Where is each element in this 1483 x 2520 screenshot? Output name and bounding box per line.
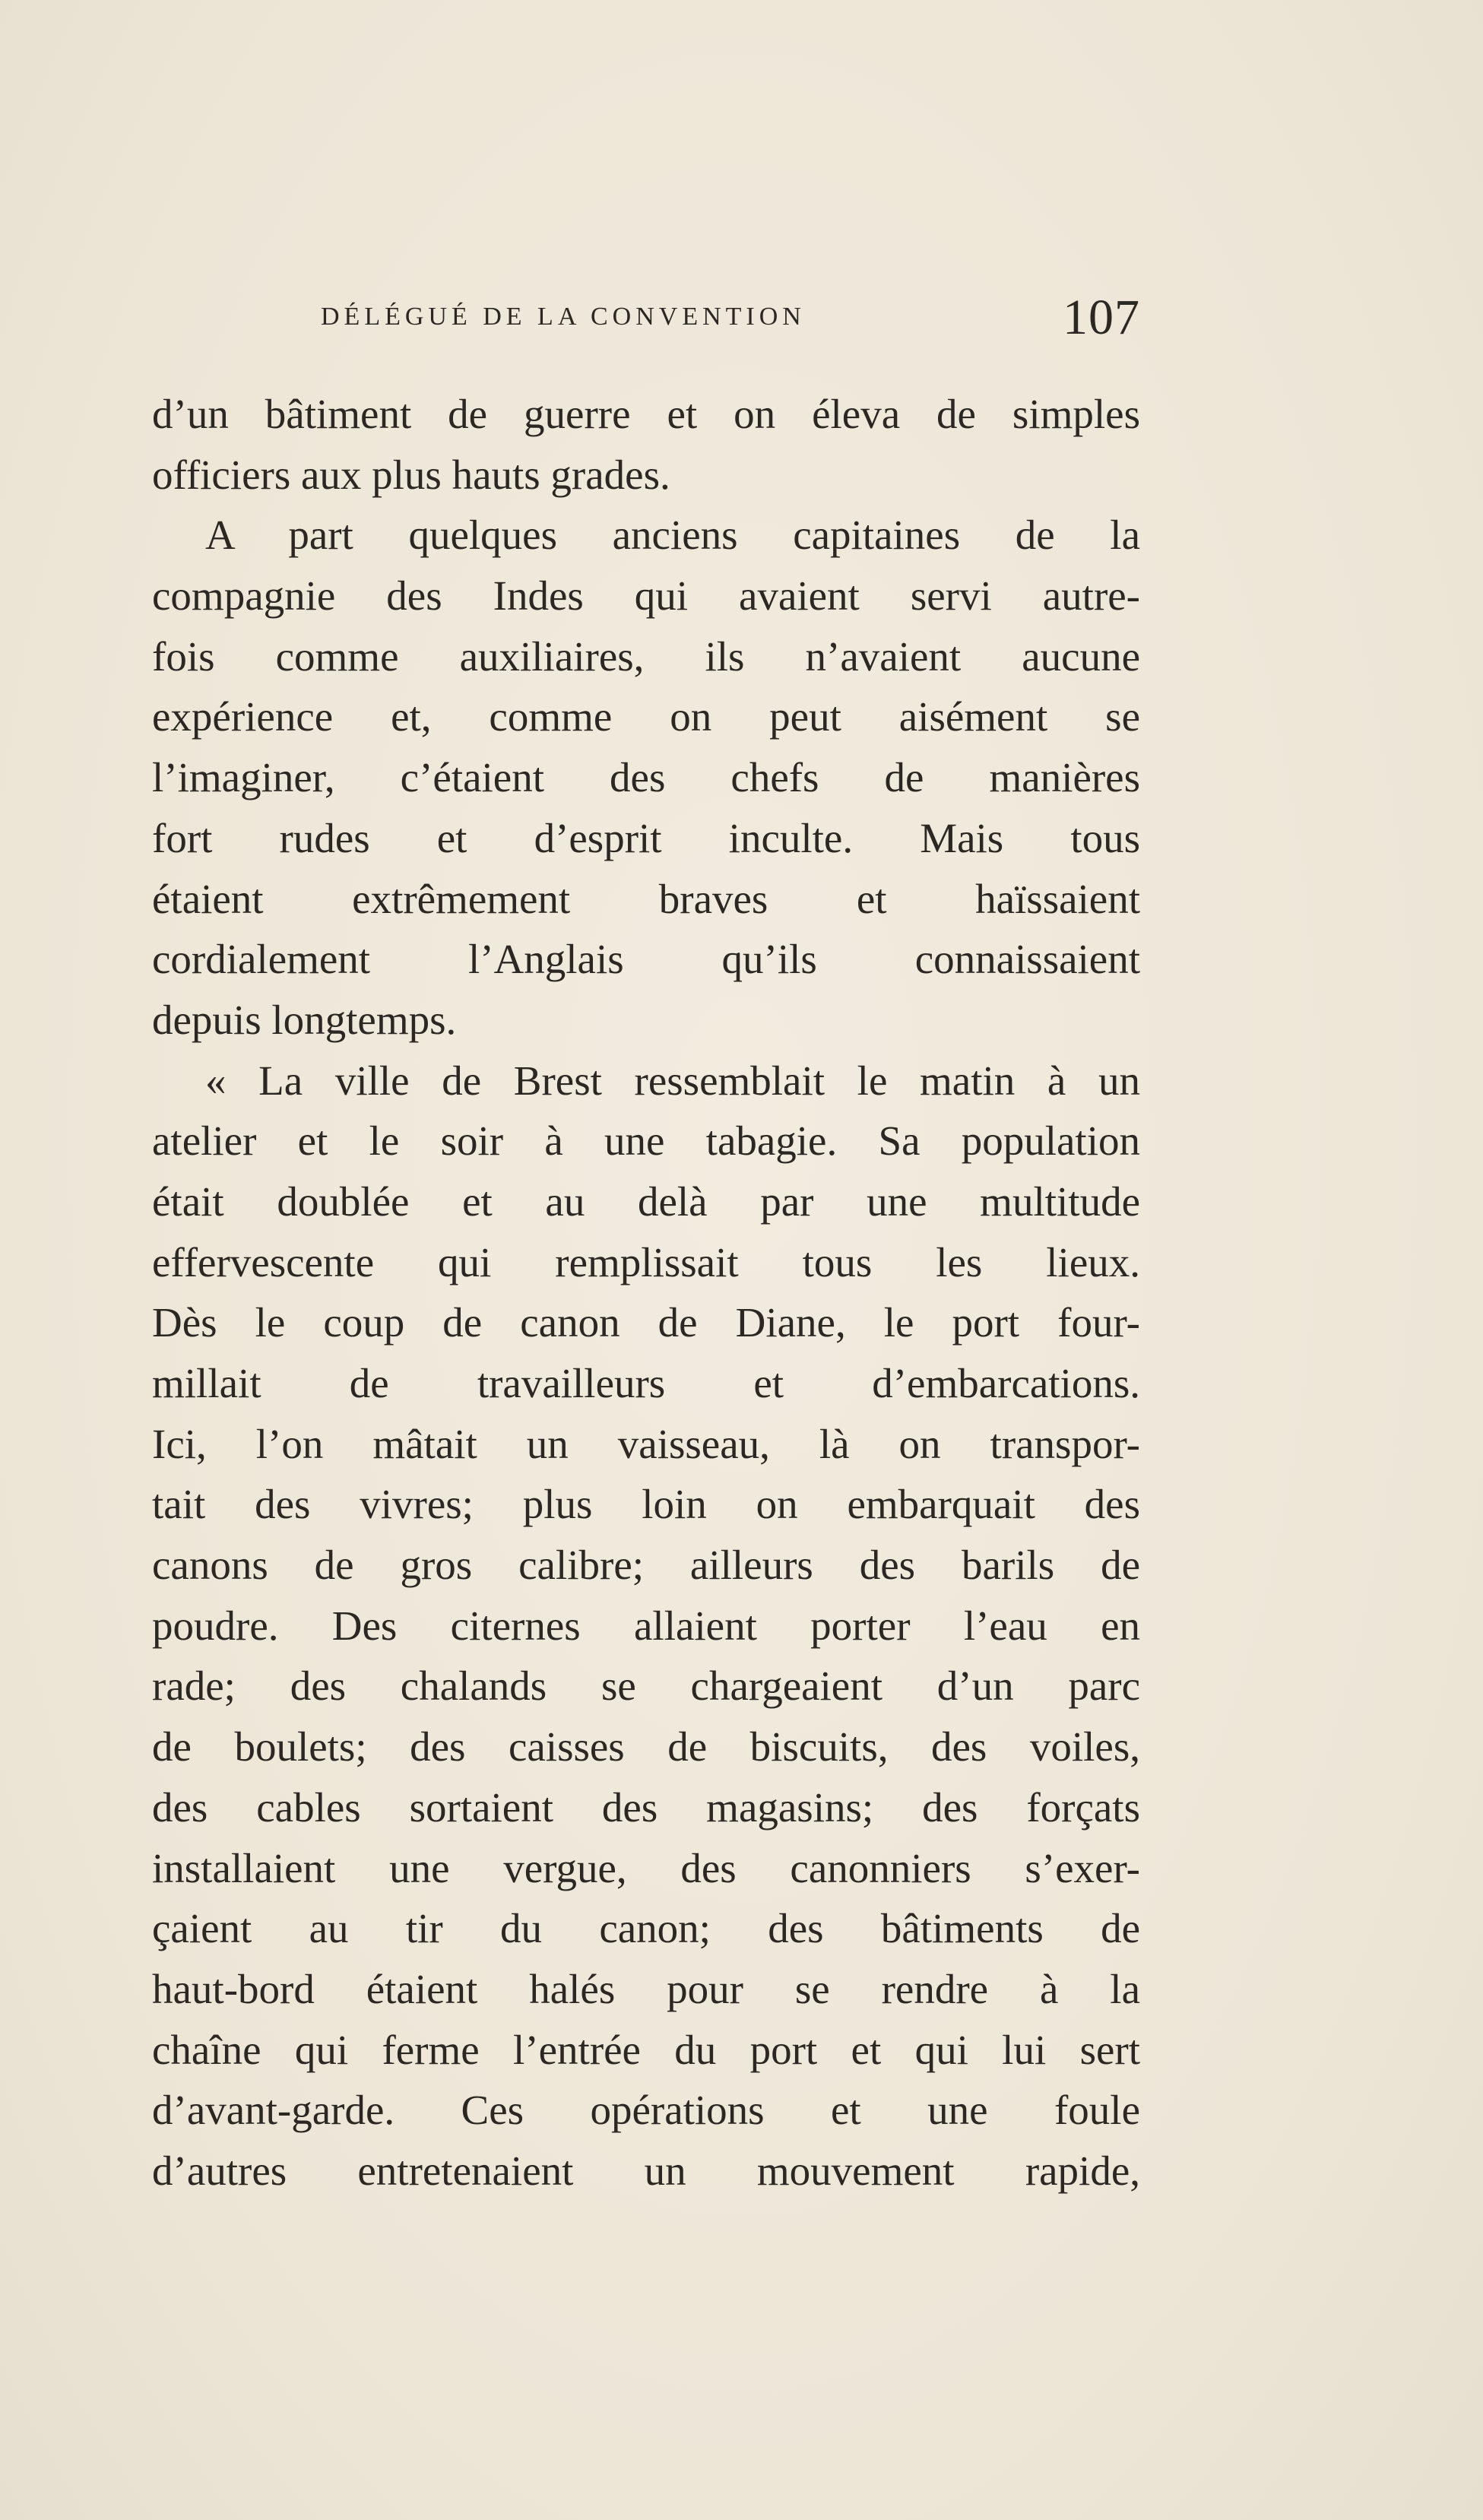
page-header <box>152 289 1140 350</box>
text-line: Ici, l’on mâtait un vaisseau, là on transpor- <box>152 1420 1140 1467</box>
text-line: d’autres entretenaient un mouvement rapide, <box>152 2147 1140 2194</box>
text-line: compagnie des Indes qui avaient servi autre- <box>152 572 1140 620</box>
text-line: depuis longtemps. <box>152 996 457 1043</box>
text-line: expérience et, comme on peut aisément se <box>152 693 1140 740</box>
text-line: installaient une vergue, des canonniers s’exer- <box>152 1844 1140 1891</box>
text-line: officiers aux plus hauts grades. <box>152 451 670 498</box>
text-line: fois comme auxiliaires, ils n’avaient aucune <box>152 632 1140 680</box>
text-line: atelier et le soir à une tabagie. Sa population <box>152 1117 1140 1165</box>
text-line: tait des vivres; plus loin on embarquait des <box>152 1481 1140 1528</box>
text-line: çaient au tir du canon; des bâtiments de <box>152 1905 1140 1952</box>
text-line: d’un bâtiment de guerre et on éleva de simples <box>152 391 1140 437</box>
text-line: Dès le coup de canon de Diane, le port four- <box>152 1299 1140 1346</box>
text-line: canons de gros calibre; ailleurs des barils de <box>152 1542 1140 1589</box>
text-line: était doublée et au delà par une multitude <box>152 1178 1140 1225</box>
page-number: 107 <box>1063 290 1140 345</box>
text-line: étaient extrêmement braves et haïssaient <box>152 875 1140 922</box>
text-line: de boulets; des caisses de biscuits, des voiles, <box>152 1723 1140 1770</box>
text-line: haut-bord étaient halés pour se rendre à la <box>152 1965 1140 2012</box>
body-text <box>152 384 1140 2201</box>
text-line: rade; des chalands se chargeaient d’un parc <box>152 1663 1140 1710</box>
text-line: chaîne qui ferme l’entrée du port et qui lui sert <box>152 2026 1140 2073</box>
text-line: A part quelques anciens capitaines de la <box>205 512 1140 559</box>
text-line: d’avant-garde. Ces opérations et une foule <box>152 2087 1140 2134</box>
text-line: « La ville de Brest ressemblait le matin à un <box>205 1057 1140 1104</box>
text-line: effervescente qui remplissait tous les lieux. <box>152 1238 1140 1285</box>
text-line: des cables sortaient des magasins; des forçats <box>152 1783 1140 1831</box>
text-line: cordialement l’Anglais qu’ils connaissaient <box>152 936 1140 983</box>
running-head: DÉLÉGUÉ DE LA CONVENTION <box>321 303 806 331</box>
text-line: l’imaginer, c’étaient des chefs de manières <box>152 754 1140 801</box>
text-line: millait de travailleurs et d’embarcations. <box>152 1360 1140 1406</box>
text-line: poudre. Des citernes allaient porter l’eau en <box>152 1602 1140 1649</box>
text-line: fort rudes et d’esprit inculte. Mais tous <box>152 814 1140 861</box>
